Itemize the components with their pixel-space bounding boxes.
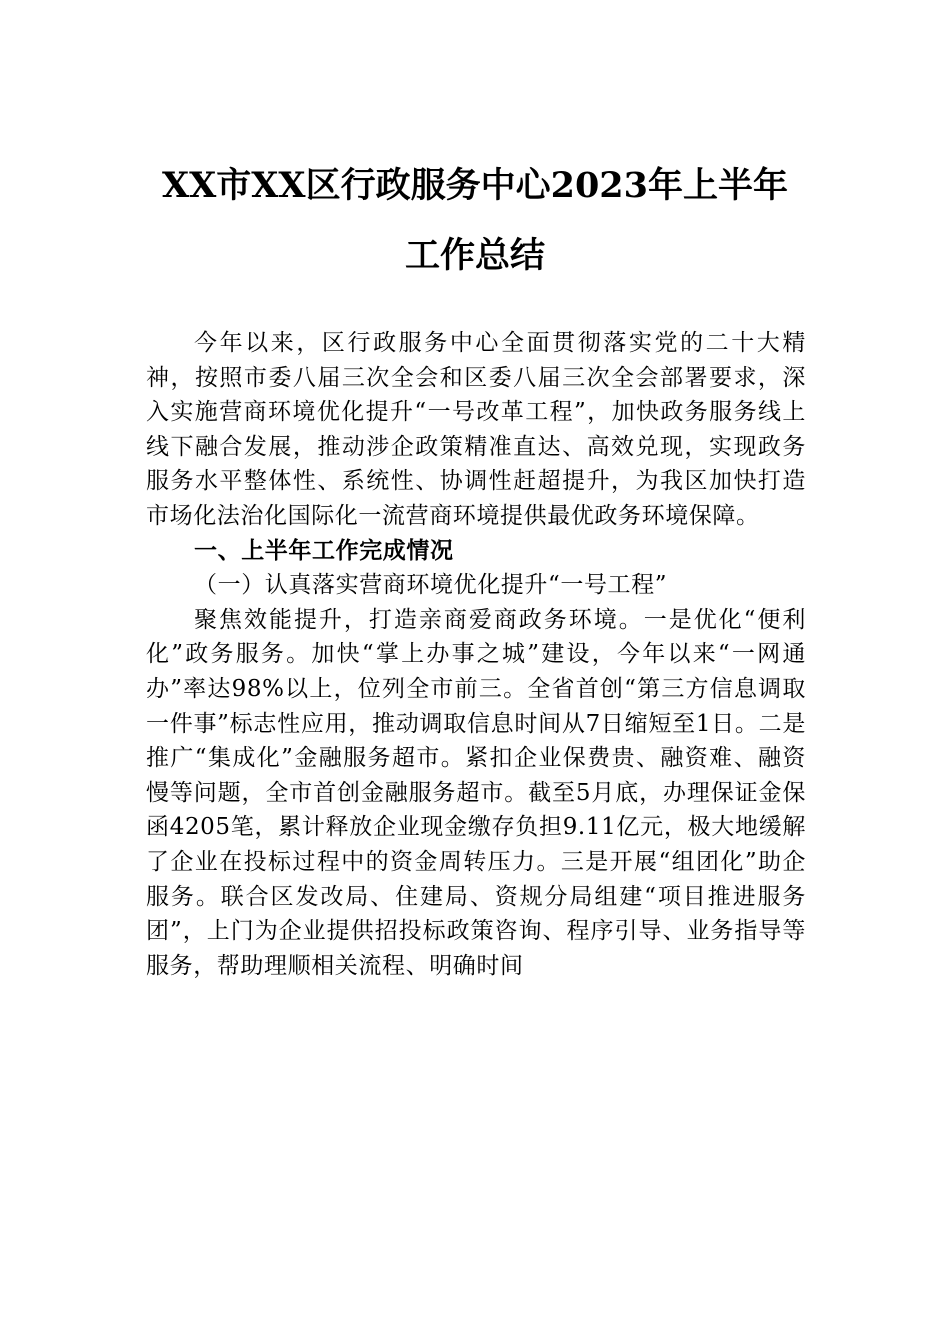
document-body <box>146 326 806 983</box>
document-title-line-2: 工作总结 <box>404 235 545 276</box>
document-title-line-1: XX市XX区行政服务中心2023年上半年 <box>161 165 789 206</box>
subsection-heading: （一）认真落实营商环境优化提升“一号工程” <box>194 572 668 599</box>
section-heading: 一、上半年工作完成情况 <box>194 537 454 564</box>
body-paragraph: 聚焦效能提升，打造亲商爱商政务环境。一是优化“便利化”政务服务。加快“掌上办事之城”建设，今年以来“一网通办”率达98%以上，位列全市前三。全省首创“第三方信息调取一件事”标志性应用，推动调取信息时间从7日缩短至1日。二是推广“集成化”金融服务超市。紧扣企业保费贵、融资难、融资慢等问题，全市首创金融服务超市。截至5月底，办理保证金保函4205笔，累计释放企业现金缴存负担9.11亿元，极大地缓解了企业在投标过程中的资金周转压力。三是开展“组团化”助企服务。联合区发改局、住建局、资规分局组建“项目推进服务团”，上门为企业提供招投标政策咨询、程序引导、业务指导等服务，帮助理顺相关流程、明确时间 <box>146 606 806 979</box>
intro-paragraph: 今年以来，区行政服务中心全面贯彻落实党的二十大精神，按照市委八届三次全会和区委八届三次全会部署要求，深入实施营商环境优化提升“一号改革工程”，加快政务服务线上线下融合发展，推动涉企政策精准直达、高效兑现，实现政务服务水平整体性、系统性、协调性赶超提升，为我区加快打造市场化法治化国际化一流营商环境提供最优政务环境保障。 <box>146 330 806 529</box>
